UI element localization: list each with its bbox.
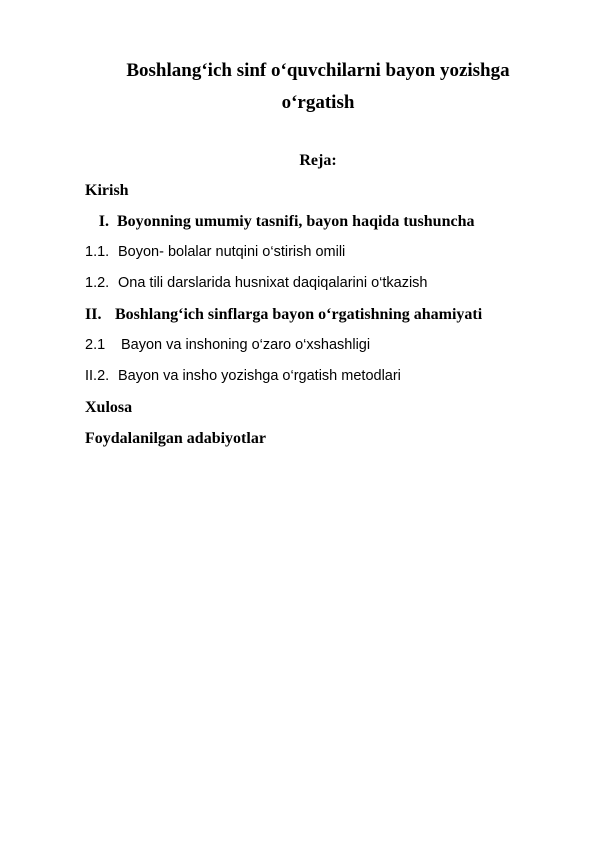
plan-item-text: Bayon va insho yozishga o‘rgatish metodlari	[118, 368, 401, 384]
plan-item-text: Ona tili darslarida husnixat daqiqalarini o‘tkazish	[118, 275, 428, 291]
plan-item-text: Bayon va inshoning o‘zaro o‘xshashligi	[121, 337, 371, 353]
plan-item-text: Xulosa	[85, 399, 133, 416]
plan-item-number: II.	[85, 306, 102, 323]
plan-item-chapter-2	[85, 306, 482, 324]
plan-item-number: I.	[98, 213, 109, 230]
plan-item-references	[85, 430, 266, 448]
plan-item-intro	[85, 182, 129, 200]
plan-item-1-1	[85, 244, 345, 260]
document-title-line-1: Boshlang‘ich sinf o‘quvchilarni bayon yozishga	[126, 60, 510, 81]
plan-item-text: Boshlang‘ich sinflarga bayon o‘rgatishning ahamiyati	[115, 306, 483, 323]
plan-item-text: Boyon- bolalar nutqini o‘stirish omili	[118, 244, 346, 260]
plan-item-text: Kirish	[85, 182, 129, 199]
plan-item-2-2	[85, 368, 401, 384]
plan-item-chapter-1	[85, 213, 474, 231]
plan-item-text: Boyonning umumiy tasnifi, bayon haqida tushuncha	[117, 213, 475, 230]
plan-item-2-1	[85, 337, 370, 353]
plan-item-number: 2.1	[85, 337, 106, 353]
plan-heading: Reja:	[299, 152, 337, 169]
plan-item-number: II.2.	[85, 368, 110, 384]
plan-item-conclusion	[85, 399, 132, 417]
plan-item-text: Foydalanilgan adabiyotlar	[85, 430, 266, 447]
plan-item-1-2	[85, 275, 428, 291]
document-title-line-2: o‘rgatish	[281, 92, 355, 113]
plan-item-number: 1.1.	[85, 244, 110, 260]
plan-item-number: 1.2.	[85, 275, 110, 291]
